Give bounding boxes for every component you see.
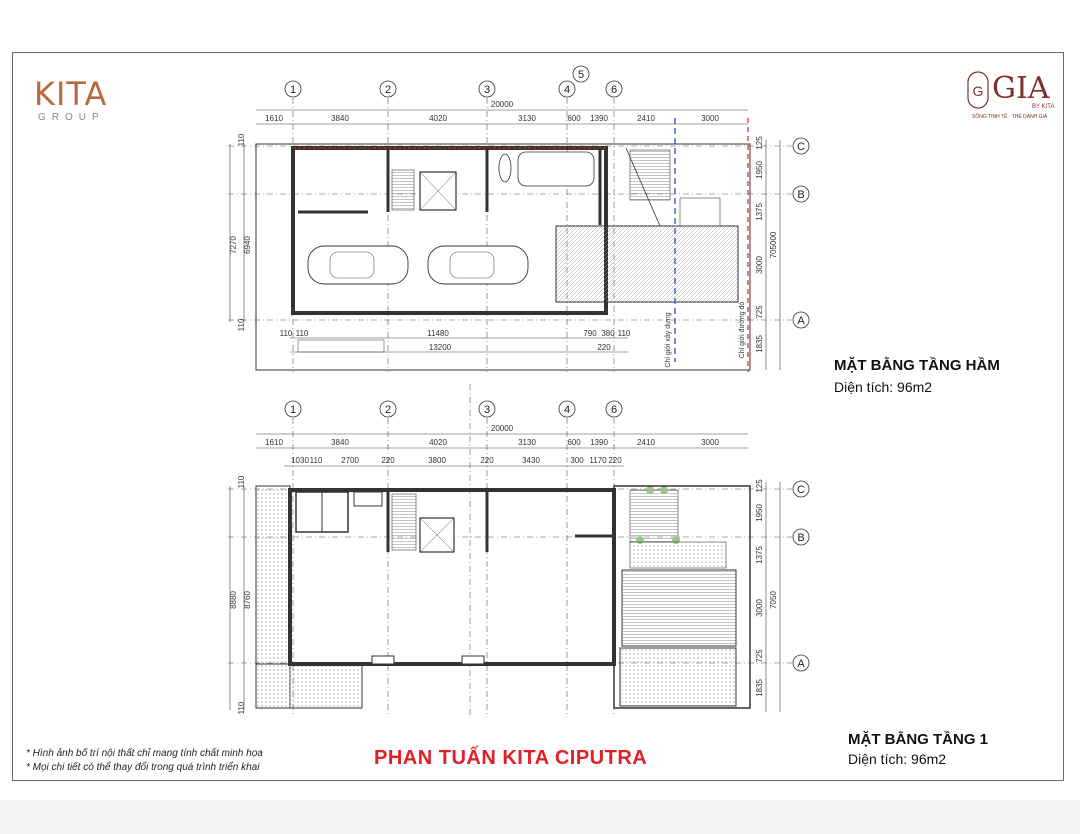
- gf-top-total: 20000: [490, 424, 514, 433]
- bm-bot-dim-4: 790: [583, 329, 597, 338]
- gf-dim-4: 3130: [518, 438, 536, 447]
- basement-plan: [228, 66, 809, 372]
- gf-row-c: C: [797, 484, 805, 496]
- gf-right-dim-3: 1375: [755, 546, 764, 564]
- bm-dim-2: 3840: [331, 114, 349, 123]
- bm-dim-4: 3130: [518, 114, 536, 123]
- gf-dim2-1: 1030: [291, 456, 309, 465]
- car-right-icon: [428, 246, 528, 284]
- bm-grid-1: 1: [289, 84, 297, 96]
- basement-title: MẶT BẰNG TẦNG HẦM: [834, 357, 1000, 374]
- gf-right-dim-2: 1950: [755, 504, 764, 522]
- gf-grid-4: 4: [563, 404, 571, 416]
- gf-dim2-2: 110: [309, 456, 323, 465]
- gf-dim-8: 3000: [701, 438, 719, 447]
- gf-right-dim-7: 1835: [755, 679, 764, 697]
- gf-dim2-10: 220: [608, 456, 622, 465]
- gf-dim-2: 3840: [331, 438, 349, 447]
- gf-dim-7: 2410: [637, 438, 655, 447]
- note-illustration: * Hình ảnh bố trí nội thất chỉ mang tính chất minh họa: [26, 748, 263, 759]
- gia-logo-tagline: SỐNG TINH TẾ · THỂ DANH GIÁ: [972, 114, 1048, 120]
- bm-dim-8: 3000: [701, 114, 719, 123]
- gf-right-dim-4: 7050: [769, 591, 778, 609]
- gf-dim2-7: 3430: [522, 456, 540, 465]
- gf-dim2-4: 220: [381, 456, 395, 465]
- ground-plan: [228, 384, 809, 715]
- bm-left-dim-4: 110: [237, 318, 246, 332]
- gia-logo-word: GIA: [992, 71, 1050, 106]
- bm-dim-1: 1610: [265, 114, 283, 123]
- bm-note-build-line: Chỉ giới xây dựng: [665, 312, 672, 368]
- gf-grid-3: 3: [483, 404, 491, 416]
- bm-dim-6: 1390: [590, 114, 608, 123]
- bm-bot-dim-5: 380: [601, 329, 615, 338]
- gf-dim-1: 1610: [265, 438, 283, 447]
- gf-right-dim-5: 3000: [755, 599, 764, 617]
- gf-grid-6: 6: [610, 404, 618, 416]
- svg-text:G: G: [972, 83, 984, 99]
- bm-grid-2: 2: [384, 84, 392, 96]
- bm-grid-5: 5: [577, 69, 585, 81]
- bm-row-a: A: [797, 315, 805, 327]
- bm-bot-dim-6: 110: [617, 329, 631, 338]
- gf-row-b: B: [797, 532, 805, 544]
- basement-area: Diện tích: 96m2: [834, 379, 933, 395]
- bm-bot-dim-7: 13200: [428, 343, 452, 352]
- bm-bot-dim-3: 11480: [427, 329, 449, 338]
- gf-dim-6: 1390: [590, 438, 608, 447]
- gf-dim2-6: 220: [480, 456, 494, 465]
- bm-right-dim-2: 1950: [755, 161, 764, 179]
- bm-right-dim-5: 725: [755, 305, 764, 319]
- note-changes: * Mọi chi tiết có thể thay đổi trong quá trình triển khai: [26, 762, 260, 773]
- gia-logo-by: BY KITA: [1032, 104, 1055, 110]
- gf-right-dim-1: 125: [755, 479, 764, 493]
- bm-bot-dim-2: 110: [295, 329, 309, 338]
- gf-left-dim-1: 8880: [229, 591, 238, 609]
- bm-grid-4: 4: [563, 84, 571, 96]
- bm-right-dim-1: 125: [755, 136, 764, 150]
- gf-left-dim-2: 8760: [243, 591, 252, 609]
- bm-dim-7: 2410: [637, 114, 655, 123]
- bm-right-dim-4: 3000: [755, 256, 764, 274]
- bm-top-total: 20000: [490, 100, 514, 109]
- bm-dim-5: 600: [567, 114, 581, 123]
- bm-dim-3: 4020: [429, 114, 447, 123]
- bm-grid-3: 3: [483, 84, 491, 96]
- bm-right-dim-6: 1835: [755, 335, 764, 353]
- gf-dim-3: 4020: [429, 438, 447, 447]
- gf-left-dim-4: 110: [237, 701, 246, 715]
- kita-logo-word: KITA: [34, 75, 108, 113]
- project-title: PHAN TUẤN KITA CIPUTRA: [374, 747, 648, 769]
- gf-left-dim-3: 110: [237, 475, 246, 489]
- gf-grid-2: 2: [384, 404, 392, 416]
- car-left-icon: [308, 246, 408, 284]
- gf-dim2-9: 1170: [589, 456, 607, 465]
- gf-dim-5: 600: [567, 438, 581, 447]
- bm-right-dim-7: 705000: [769, 231, 778, 259]
- gf-dim2-3: 2700: [341, 456, 359, 465]
- bm-note-red-line: Chỉ giới đường đỏ: [739, 301, 746, 359]
- bm-bot-dim-8: 220: [597, 343, 611, 352]
- bm-grid-6: 6: [610, 84, 618, 96]
- gf-dim2-8: 300: [570, 456, 584, 465]
- bm-left-dim-1: 7270: [229, 236, 238, 254]
- bm-bot-dim-1: 110: [279, 329, 293, 338]
- gf-right-dim-6: 725: [755, 649, 764, 663]
- bm-row-c: C: [797, 141, 805, 153]
- bm-left-dim-2: 6940: [243, 236, 252, 254]
- ground-title: MẶT BẰNG TẦNG 1: [848, 731, 988, 748]
- gf-row-a: A: [797, 658, 805, 670]
- bm-right-dim-3: 1375: [755, 203, 764, 221]
- kita-logo-sub: GROUP: [38, 112, 105, 123]
- bm-row-b: B: [797, 189, 805, 201]
- gf-grid-1: 1: [289, 404, 297, 416]
- gf-dim2-5: 3800: [428, 456, 446, 465]
- bm-left-dim-3: 110: [237, 133, 246, 147]
- ground-area: Diện tích: 96m2: [848, 751, 947, 767]
